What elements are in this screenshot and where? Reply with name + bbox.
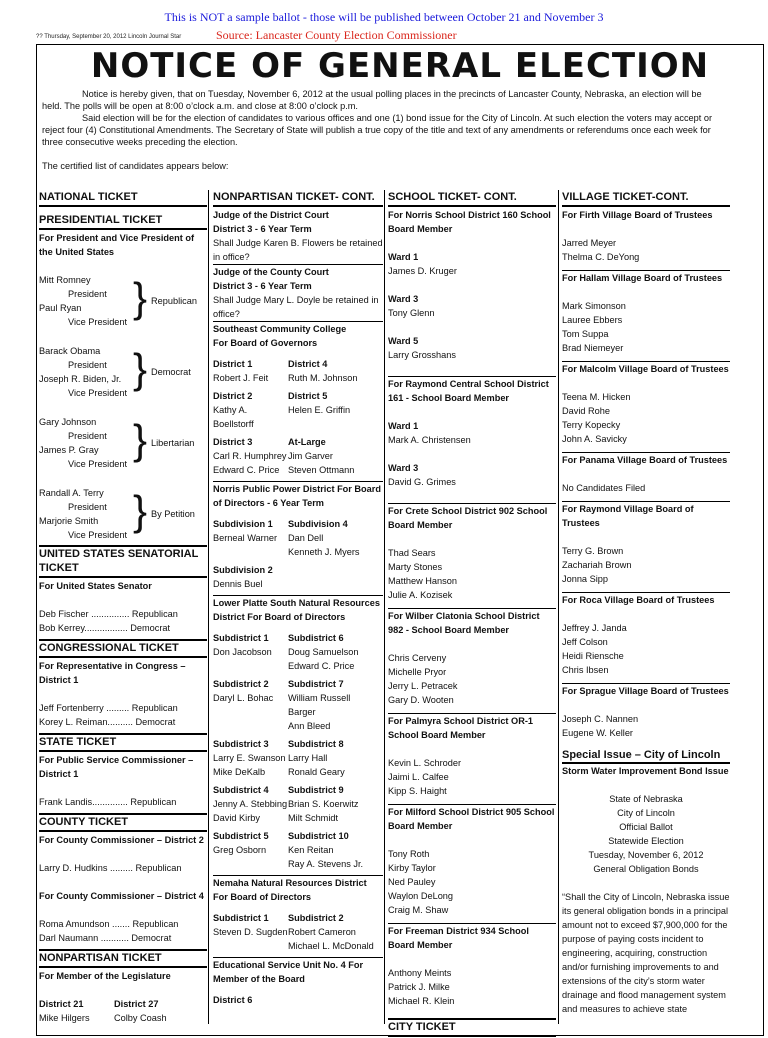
- candidate-name: Thelma C. DeYong: [562, 252, 640, 262]
- district-cell: [213, 563, 288, 591]
- candidate-name: Dennis Buel: [213, 579, 263, 589]
- district-label: Subdistrict 10: [288, 831, 349, 841]
- candidate-name: Don Jacobson: [213, 647, 272, 657]
- candidate-name: Tony Glenn: [388, 308, 435, 318]
- source-line: Source: Lancaster County Election Commissioner: [216, 28, 457, 42]
- district-label: Subdistrict 1: [213, 633, 269, 643]
- candidate-name: Robert J. Feit: [213, 373, 269, 383]
- candidate-name: Matthew Hanson: [388, 576, 457, 586]
- office-title: Nemaha Natural Resources District For Board of Directors: [213, 875, 383, 904]
- candidate-name: Randall A. Terry: [39, 488, 104, 498]
- district-label: Subdistrict 1: [213, 913, 269, 923]
- candidate-name: Jim Garver: [288, 451, 333, 461]
- district-row: [213, 829, 383, 871]
- crete-candidates: [388, 546, 556, 608]
- village-board-title: For Hallam Village Board of Trustees: [562, 270, 730, 285]
- district-label: At-Large: [288, 437, 326, 447]
- candidate-name: Robert Cameron: [288, 927, 356, 937]
- candidate-name: Edward C. Price: [213, 465, 280, 475]
- district-cell: [213, 389, 288, 431]
- district-row: [213, 911, 383, 953]
- candidate-name: Michael L. McDonald: [288, 941, 374, 951]
- district-label: Subdivision 2: [213, 565, 273, 575]
- district-row: [213, 435, 383, 477]
- district-label: Subdistrict 2: [213, 679, 269, 689]
- candidate-name: Jeff Colson: [562, 637, 608, 647]
- candidate-name: Ruth M. Johnson: [288, 373, 358, 383]
- ward-label: Ward 3: [388, 463, 419, 473]
- office-title: Lower Platte South Natural Resources District For Board of Directors: [213, 595, 383, 624]
- district-row: [213, 357, 383, 385]
- district-cell: [213, 631, 288, 673]
- candidate-name: Dan Dell: [288, 533, 324, 543]
- candidate-name: Joseph C. Nannen: [562, 714, 639, 724]
- intro-paragraph-3: The certified list of candidates appears below:: [42, 161, 229, 171]
- scc-districts: [213, 357, 383, 477]
- district-label: Subdistrict 4: [213, 785, 269, 795]
- village-board-title: For Panama Village Board of Trustees: [562, 452, 730, 467]
- candidate-name: Julie A. Kozisek: [388, 590, 453, 600]
- office-title: For Raymond Central School District 161 - School Board Member: [388, 376, 556, 405]
- district-label: Subdistrict 9: [288, 785, 344, 795]
- candidate-name: Thad Sears: [388, 548, 436, 558]
- candidate-name: Gary D. Wooten: [388, 695, 454, 705]
- candidate-name: Marjorie Smith: [39, 516, 99, 526]
- candidate-line: Roma Amundson ....... Republican: [39, 919, 179, 929]
- ballot-heading: [562, 792, 730, 876]
- office-title: Norris Public Power District For Board of Directors - 6 Year Term: [213, 481, 383, 510]
- candidate-name: Larry E. Swanson: [213, 753, 286, 763]
- candidate-name: Heidi Riensche: [562, 651, 624, 661]
- district-row: [213, 783, 383, 825]
- lpsnrd-subdistricts: [213, 631, 383, 871]
- special-issue-header: Special Issue – City of Lincoln: [562, 748, 730, 764]
- district-row: [213, 631, 383, 673]
- wilber-candidates: [388, 651, 556, 713]
- candidate-pair: [39, 344, 207, 400]
- candidate-line: Bob Kerrey................. Democrat: [39, 623, 171, 633]
- office-title: For Crete School District 902 School Board Member: [388, 503, 556, 532]
- candidate-name: No Candidates Filed: [562, 483, 646, 493]
- candidate-name: Larry Grosshans: [388, 350, 456, 360]
- spacer: [562, 530, 730, 544]
- candidate-name: Steven D. Sugden: [213, 927, 288, 937]
- candidate-name: William Russell Barger: [288, 693, 351, 717]
- candidate-name: James D. Kruger: [388, 266, 457, 276]
- column-1: [39, 190, 207, 1025]
- district-label: Subdivision 4: [288, 519, 348, 529]
- candidate-name: Mike DeKalb: [213, 767, 266, 777]
- district-label: District 27: [114, 999, 159, 1009]
- candidate-name: Mark Simonson: [562, 301, 626, 311]
- freeman-candidates: [388, 966, 556, 1014]
- state-ticket-header: STATE TICKET: [39, 733, 207, 752]
- office-title: For Member of the Legislature: [39, 971, 171, 981]
- candidate-line: Frank Landis.............. Republican: [39, 797, 177, 807]
- column-3: [388, 190, 556, 1038]
- candidate-name: Ned Pauley: [388, 877, 436, 887]
- office-title: For Board of Governors: [213, 338, 318, 348]
- district-label: Subdistrict 7: [288, 679, 344, 689]
- office-title: For Wilber Clatonia School District 982 - School Board Member: [388, 608, 556, 637]
- nnrd-subdistricts: [213, 911, 383, 953]
- role-label: Vice President: [68, 317, 128, 327]
- district-label: Subdistrict 6: [288, 633, 344, 643]
- not-sample-ballot-notice: This is NOT a sample ballot - those will be published between October 21 and November 3: [164, 10, 604, 24]
- candidate-name: Chris Ibsen: [562, 665, 609, 675]
- brace-icon: }: [133, 345, 148, 392]
- candidate-name: Steven Ottmann: [288, 465, 355, 475]
- spacer: [388, 1008, 556, 1014]
- intro-paragraph-2: Said election will be for the election of candidates to various offices and one (1) bond issue for the City of Lincoln. At such election the voters may accept or reject four (4) Constitutional Amendments. The Secretary of State will publish a true copy of the title and text of any amendments or referendums once each week for three consecutive weeks preceding the election.: [42, 113, 713, 147]
- role-label: President: [68, 431, 107, 441]
- district-cell: [213, 357, 288, 385]
- candidate-name: Tony Roth: [388, 849, 430, 859]
- office-title: For Milford School District 905 School Board Member: [388, 804, 556, 833]
- milford-candidates: [388, 847, 556, 923]
- candidate-name: Kathy A. Boellstorff: [213, 405, 254, 429]
- candidate-name: Michael R. Klein: [388, 996, 455, 1006]
- office-title: For County Commissioner – District 4: [39, 891, 204, 901]
- candidate-name: Ray A. Stevens Jr.: [288, 859, 364, 869]
- district-cell: [213, 829, 288, 871]
- candidate-name: Daryl L. Bohac: [213, 693, 274, 703]
- candidate-name: Jeffrey J. Janda: [562, 623, 627, 633]
- office-title: For County Commissioner – District 2: [39, 835, 204, 845]
- candidate-name: Kenneth J. Myers: [288, 547, 360, 557]
- district-label: District 21: [39, 999, 84, 1009]
- candidate-name: Paul Ryan: [39, 303, 82, 313]
- candidate-name: Ann Bleed: [288, 721, 331, 731]
- district-cell: [288, 389, 380, 431]
- school-cont-header: SCHOOL TICKET- CONT.: [388, 190, 556, 207]
- raymond-wards: [388, 419, 556, 503]
- brace-icon: }: [133, 416, 148, 463]
- candidate-name: Mark A. Christensen: [388, 435, 471, 445]
- candidate-name: David Kirby: [213, 813, 260, 823]
- candidate-name: Terry G. Brown: [562, 546, 624, 556]
- national-ticket-header: NATIONAL TICKET: [39, 190, 207, 207]
- party-label: By Petition: [151, 509, 195, 519]
- column-2: [213, 190, 383, 1007]
- column-divider: [558, 190, 559, 1024]
- office-title: For Palmyra School District OR-1 School Board Member: [388, 713, 556, 742]
- district-row: [213, 563, 383, 591]
- candidate-name: Brian S. Koerwitz: [288, 799, 359, 809]
- candidate-name: Anthony Meints: [388, 968, 452, 978]
- candidate-line: Jeff Fortenberry ......... Republican: [39, 703, 178, 713]
- intro-paragraph-1: Notice is hereby given, that on Tuesday, November 6, 2012 at the usual polling places in the precincts of Lancaster County, Nebraska, an election will be held. The polls will be open at 8:00 o’clock a.m. and close at 8:00 o’clock p.m.: [42, 89, 702, 111]
- candidate-name: Tom Suppa: [562, 329, 609, 339]
- candidate-line: Deb Fischer ............... Republican: [39, 609, 178, 619]
- district-cell: [288, 677, 380, 733]
- candidate-name: Mike Hilgers: [39, 1013, 90, 1023]
- village-board-title: For Firth Village Board of Trustees: [562, 210, 713, 220]
- village-board-title: For Sprague Village Board of Trustees: [562, 683, 730, 698]
- office-title: Judge of the County Court: [213, 264, 383, 279]
- candidate-name: David Rohe: [562, 406, 611, 416]
- column-4: [562, 190, 730, 1016]
- candidate-name: James P. Gray: [39, 445, 99, 455]
- retention-question: Shall Judge Karen B. Flowers be retained in office?: [213, 238, 383, 262]
- office-title: For Representative in Congress – District 1: [39, 661, 186, 685]
- ballot-line: State of Nebraska: [609, 794, 683, 804]
- district-cell: [288, 737, 380, 779]
- candidate-name: Edward C. Price: [288, 661, 355, 671]
- candidate-name: Lauree Ebbers: [562, 315, 623, 325]
- candidate-name: Colby Coash: [114, 1013, 167, 1023]
- column-divider: [208, 190, 209, 1024]
- brace-icon: }: [133, 274, 148, 321]
- nonpartisan-ticket-header: NONPARTISAN TICKET: [39, 949, 207, 968]
- office-title: District 3 - 6 Year Term: [213, 224, 312, 234]
- candidate-name: Jarred Meyer: [562, 238, 617, 248]
- district-cell: [288, 631, 380, 673]
- district-label: Subdistrict 8: [288, 739, 344, 749]
- spacer: [388, 489, 556, 503]
- office-title: Southeast Community College: [213, 321, 383, 336]
- candidate-name: Chris Cerveny: [388, 653, 447, 663]
- candidate-name: Kipp S. Haight: [388, 786, 447, 796]
- office-title: For President and Vice President of the United States: [39, 233, 195, 257]
- district-label: District 2: [213, 391, 253, 401]
- candidate-name: Larry Hall: [288, 753, 328, 763]
- column-divider: [384, 190, 385, 1024]
- palmyra-candidates: [388, 756, 556, 804]
- candidate-name: Kirby Taylor: [388, 863, 436, 873]
- candidate-name: Milt Schmidt: [288, 813, 339, 823]
- village-boards: [562, 208, 730, 746]
- candidate-pair: [39, 486, 207, 542]
- county-ticket-header: COUNTY TICKET: [39, 813, 207, 832]
- candidate-name: Mitt Romney: [39, 275, 91, 285]
- candidate-name: Gary Johnson: [39, 417, 97, 427]
- candidate-name: Ronald Geary: [288, 767, 345, 777]
- brace-icon: }: [133, 487, 148, 534]
- candidate-line: Darl Naumann ........... Democrat: [39, 933, 172, 943]
- spacer: [388, 362, 556, 376]
- candidate-name: Ken Reitan: [288, 845, 334, 855]
- district-label: District 6: [213, 995, 253, 1005]
- district-label: Subdistrict 2: [288, 913, 344, 923]
- office-title: For Public Service Commissioner – District 1: [39, 755, 194, 779]
- district-label: Subdistrict 5: [213, 831, 269, 841]
- spacer: [388, 278, 556, 292]
- candidate-line: Korey L. Reiman.......... Democrat: [39, 717, 176, 727]
- congressional-ticket-header: CONGRESSIONAL TICKET: [39, 639, 207, 658]
- party-label: Republican: [151, 296, 197, 306]
- candidate-name: Marty Stones: [388, 562, 443, 572]
- city-ticket-header: CITY TICKET: [388, 1018, 556, 1037]
- spacer: [388, 447, 556, 461]
- district-cell: [213, 911, 288, 953]
- ward-label: Ward 1: [388, 421, 419, 431]
- spacer: [562, 376, 730, 390]
- role-label: Vice President: [68, 388, 128, 398]
- district-cell: [288, 563, 380, 591]
- district-cell: [288, 911, 380, 953]
- candidate-name: Greg Osborn: [213, 845, 267, 855]
- ballot-line: General Obligation Bonds: [593, 864, 699, 874]
- office-title: For Norris School District 160 School Board Member: [388, 210, 551, 234]
- ballot-line: Official Ballot: [619, 822, 673, 832]
- candidate-name: Patrick J. Milke: [388, 982, 450, 992]
- candidate-pair: [39, 415, 207, 471]
- office-title: For Freeman District 934 School Board Member: [388, 923, 556, 952]
- spacer: [562, 607, 730, 621]
- district-cell: [288, 783, 380, 825]
- candidate-name: Teena M. Hicken: [562, 392, 631, 402]
- district-label: District 1: [213, 359, 253, 369]
- office-title: For United States Senator: [39, 581, 152, 591]
- spacer: [388, 320, 556, 334]
- page-title: NOTICE OF GENERAL ELECTION: [90, 46, 710, 86]
- candidate-pair: [39, 273, 207, 329]
- role-label: Vice President: [68, 530, 128, 540]
- district-row: [213, 517, 383, 559]
- district-label: Subdivision 1: [213, 519, 273, 529]
- district-label: District 3: [213, 437, 253, 447]
- candidate-name: Jaimi L. Calfee: [388, 772, 449, 782]
- candidate-name: Carl R. Humphrey: [213, 451, 287, 461]
- role-label: President: [68, 289, 107, 299]
- district-cell: [288, 829, 380, 871]
- district-row: [213, 389, 383, 431]
- spacer: [562, 698, 730, 712]
- candidate-name: Craig M. Shaw: [388, 905, 449, 915]
- village-board-title: For Malcolm Village Board of Trustees: [562, 361, 730, 376]
- candidate-name: Jenny A. Stebbing: [213, 799, 288, 809]
- district-cell: [213, 737, 288, 779]
- candidate-name: Michelle Pryor: [388, 667, 447, 677]
- role-label: President: [68, 360, 107, 370]
- presidential-ticket-header: PRESIDENTIAL TICKET: [39, 213, 207, 230]
- spacer: [562, 222, 730, 236]
- candidate-line: Larry D. Hudkins ......... Republican: [39, 863, 182, 873]
- retention-question: Shall Judge Mary L. Doyle be retained in office?: [213, 295, 379, 319]
- district-cell: [213, 517, 288, 559]
- district-cell: [213, 783, 288, 825]
- dateline: ?? Thursday, September 20, 2012 Lincoln Journal Star: [36, 34, 182, 40]
- candidate-name: Doug Samuelson: [288, 647, 359, 657]
- village-board-title: For Raymond Village Board of Trustees: [562, 501, 730, 530]
- nppd-subdivisions: [213, 517, 383, 591]
- party-label: Libertarian: [151, 438, 195, 448]
- district-cell: [288, 517, 380, 559]
- district-label: Subdistrict 3: [213, 739, 269, 749]
- spacer: [562, 467, 730, 481]
- candidate-name: Zachariah Brown: [562, 560, 632, 570]
- district-cell: [288, 435, 380, 477]
- spacer: [562, 285, 730, 299]
- special-issue-subtitle: Storm Water Improvement Bond Issue: [562, 766, 729, 776]
- district-row: [213, 737, 383, 779]
- ballot-line: Statewide Election: [608, 836, 684, 846]
- district-row: [213, 677, 383, 733]
- ward-label: Ward 3: [388, 294, 419, 304]
- candidate-name: Waylon DeLong: [388, 891, 454, 901]
- candidate-name: Kevin L. Schroder: [388, 758, 462, 768]
- candidate-name: Berneal Warner: [213, 533, 277, 543]
- ward-label: Ward 1: [388, 252, 419, 262]
- candidate-name: Brad Niemeyer: [562, 343, 624, 353]
- village-cont-header: VILLAGE TICKET-CONT.: [562, 190, 730, 207]
- role-label: President: [68, 502, 107, 512]
- district-cell: [213, 677, 288, 733]
- candidate-name: Jonna Sipp: [562, 574, 608, 584]
- candidate-name: Helen E. Griffin: [288, 405, 351, 415]
- candidate-name: Joseph R. Biden, Jr.: [39, 374, 122, 384]
- district-cell: [213, 435, 288, 477]
- spacer: [562, 740, 730, 746]
- candidate-name: Barack Obama: [39, 346, 101, 356]
- intro-text: [42, 88, 722, 172]
- ballot-line: Tuesday, November 6, 2012: [588, 850, 704, 860]
- party-label: Democrat: [151, 367, 191, 377]
- office-title: Judge of the District Court: [213, 210, 329, 220]
- role-label: Vice President: [68, 459, 128, 469]
- office-title: Educational Service Unit No. 4 For Member of the Board: [213, 957, 383, 986]
- candidate-name: David G. Grimes: [388, 477, 456, 487]
- district-cell: [288, 357, 380, 385]
- district-label: District 5: [288, 391, 328, 401]
- candidate-name: John A. Savicky: [562, 434, 627, 444]
- district-label: District 4: [288, 359, 328, 369]
- senatorial-ticket-header: UNITED STATES SENATORIAL TICKET: [39, 545, 207, 578]
- candidate-name: Jerry L. Petracek: [388, 681, 458, 691]
- village-board-title: For Roca Village Board of Trustees: [562, 592, 730, 607]
- ballot-line: City of Lincoln: [617, 808, 675, 818]
- ward-label: Ward 5: [388, 336, 419, 346]
- office-title: District 3 - 6 Year Term: [213, 281, 312, 291]
- bond-question-text: “Shall the City of Lincoln, Nebraska issue its general obligation bonds in a principal amount not to exceed $7,900,000 for the purpose of paying costs incident to engineering, acquiring, construction and/or furnishing improvements to and extensions of the city’s storm water drainage and flood management system and measures to achieve state: [562, 892, 730, 1014]
- nonpartisan-cont-header: NONPARTISAN TICKET- CONT.: [213, 190, 383, 207]
- candidate-name: Terry Kopecky: [562, 420, 621, 430]
- norris-wards: [388, 250, 556, 376]
- candidate-name: Eugene W. Keller: [562, 728, 633, 738]
